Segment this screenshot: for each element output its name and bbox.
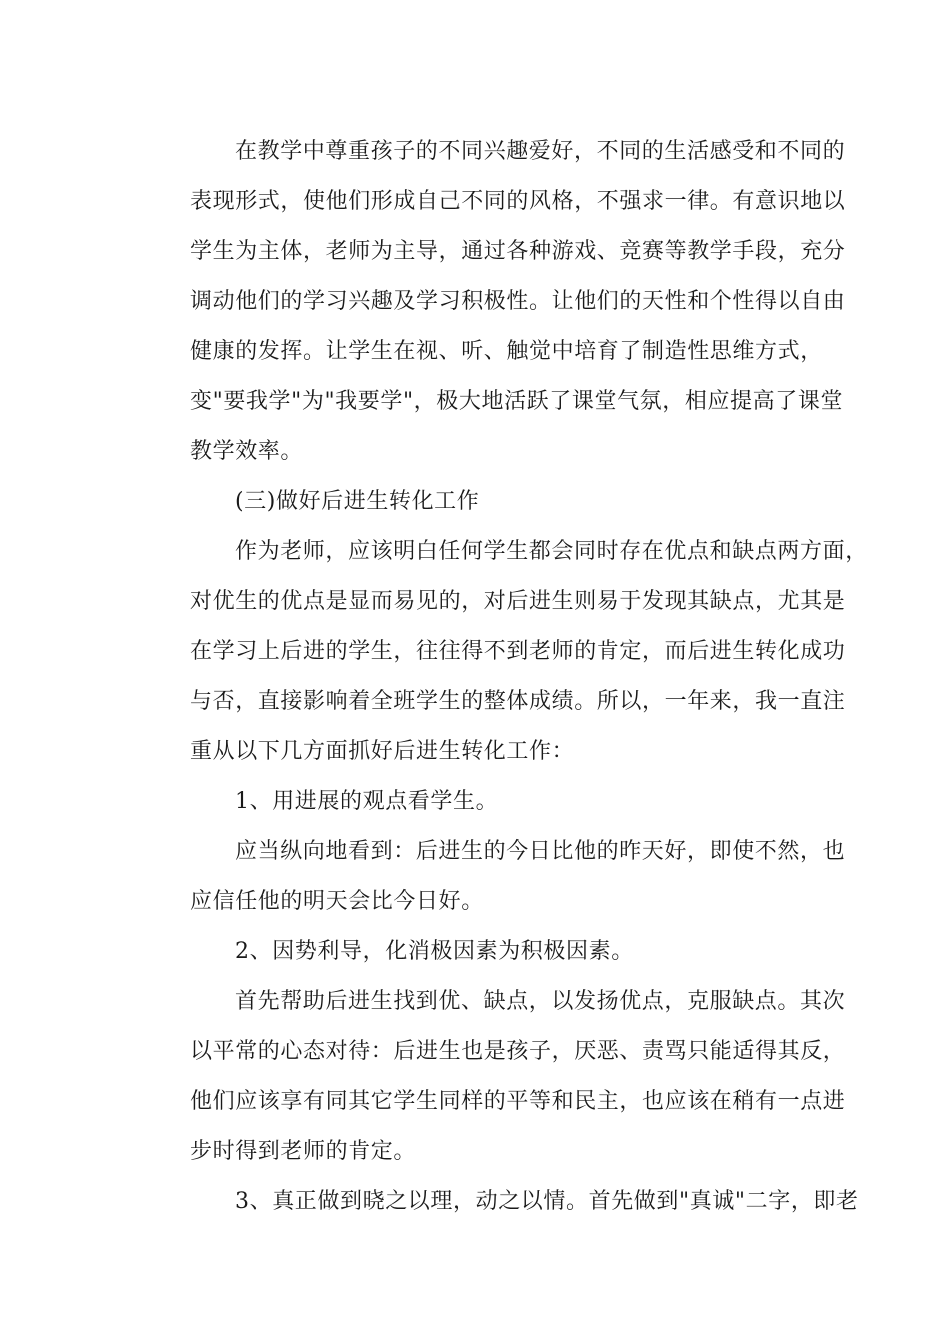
list-item-heading-3 <box>145 1177 859 1227</box>
text-line: 重从以下几方面抓好后进生转化工作： <box>190 739 575 764</box>
text-line: 与否，直接影响着全班学生的整体成绩。所以，一年来，我一直注 <box>190 689 846 714</box>
text-line: 表现形式，使他们形成自己不同的风格，不强求一律。有意识地以 <box>190 189 846 214</box>
paragraph-progress-view <box>145 827 846 927</box>
list-item-heading-2 <box>145 927 815 977</box>
text-line: 变"要我学"为"我要学"，极大地活跃了课堂气氛，相应提高了课堂 <box>190 389 844 414</box>
text-line: 教学效率。 <box>190 439 304 464</box>
text-line: 首先帮助后进生找到优、缺点，以发扬优点，克服缺点。其次 <box>235 989 846 1014</box>
text-line: 在学习上后进的学生，往往得不到老师的肯定，而后进生转化成功 <box>190 639 846 664</box>
text-line: 以平常的心态对待：后进生也是孩子，厌恶、责骂只能适得其反， <box>190 1039 846 1064</box>
list-item-heading-1 <box>145 777 815 827</box>
paragraph-teaching-respect <box>145 127 846 477</box>
section-heading-three <box>145 477 815 527</box>
text-line: (三)做好后进生转化工作 <box>235 489 480 514</box>
text-line: 步时得到老师的肯定。 <box>190 1139 417 1164</box>
text-line: 对优生的优点是显而易见的，对后进生则易于发现其缺点，尤其是 <box>190 589 846 614</box>
text-line: 调动他们的学习兴趣及学习积极性。让他们的天性和个性得以自由 <box>190 289 846 314</box>
text-line: 3、真正做到晓之以理，动之以情。首先做到"真诚"二字，即老 <box>235 1189 859 1214</box>
paragraph-teacher-role <box>145 527 868 777</box>
text-line: 应信任他的明天会比今日好。 <box>190 889 484 914</box>
document-body <box>145 127 868 1227</box>
text-line: 学生为主体，老师为主导，通过各种游戏、竞赛等教学手段，充分 <box>190 239 846 264</box>
text-line: 应当纵向地看到：后进生的今日比他的昨天好，即使不然，也 <box>235 839 846 864</box>
text-line: 1、用进展的观点看学生。 <box>235 789 499 814</box>
paragraph-strengths-weaknesses <box>145 977 846 1177</box>
text-line: 2、因势利导，化消极因素为积极因素。 <box>235 939 634 964</box>
text-line: 作为老师，应该明白任何学生都会同时存在优点和缺点两方面， <box>235 539 868 564</box>
text-line: 他们应该享有同其它学生同样的平等和民主，也应该在稍有一点进 <box>190 1089 846 1114</box>
text-line: 在教学中尊重孩子的不同兴趣爱好，不同的生活感受和不同的 <box>235 139 846 164</box>
text-line: 健康的发挥。让学生在视、听、触觉中培育了制造性思维方式， <box>190 339 823 364</box>
